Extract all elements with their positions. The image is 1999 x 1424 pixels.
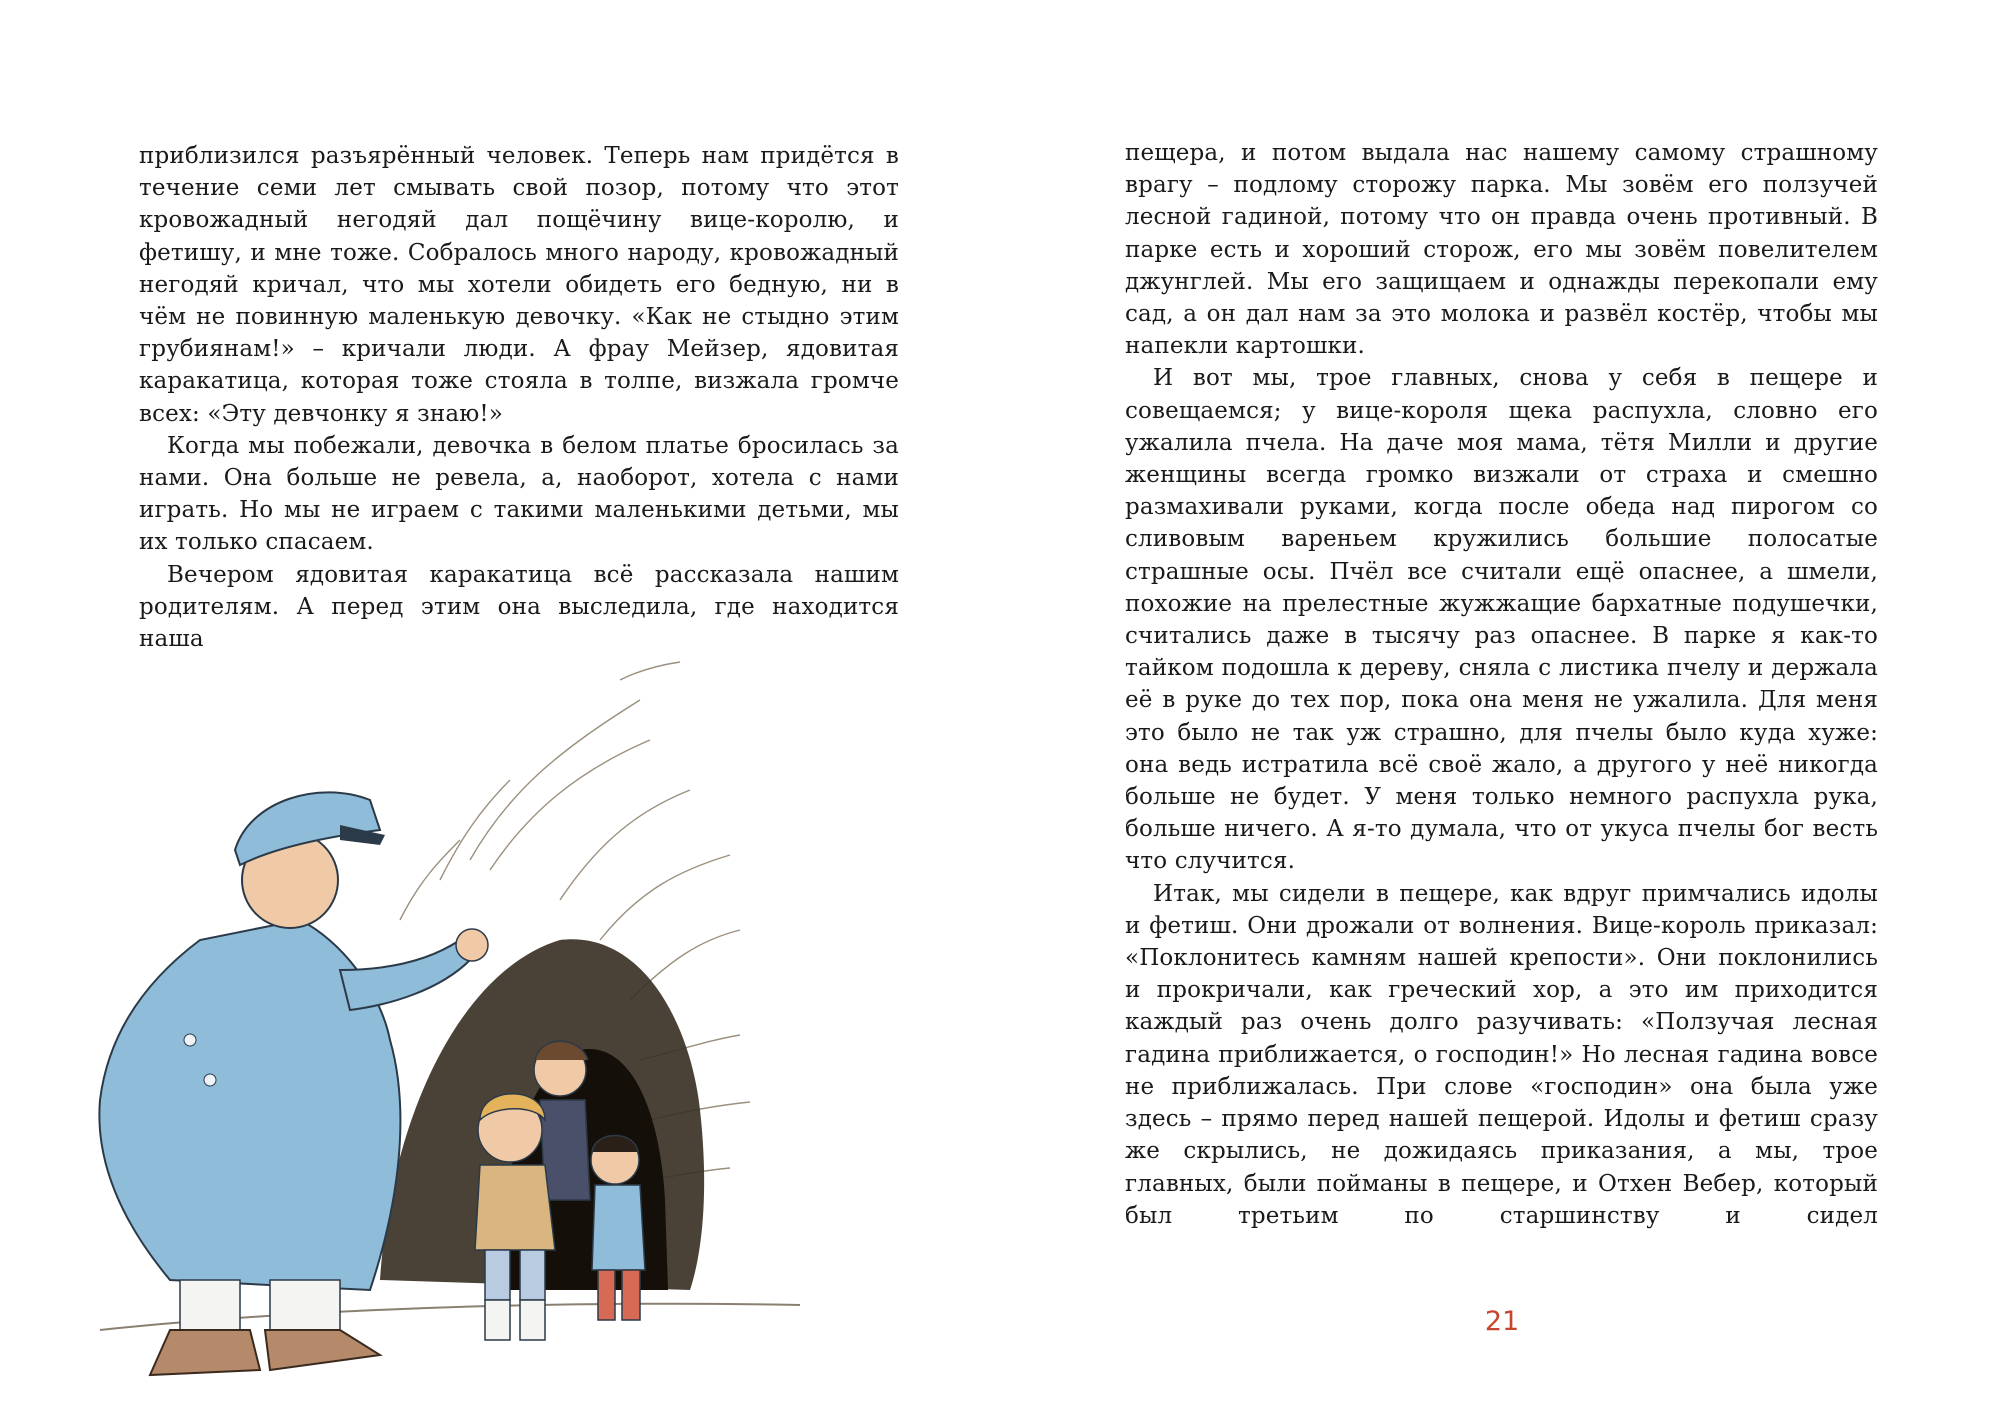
right-text-column [1125,137,1878,1232]
left-text-column [139,140,899,655]
left-paragraph-3: Вечером ядовитая каракатица всё рассказала нашим родителям. А перед этим она выследила, где находится наша [139,561,899,653]
left-paragraph-1: приблизился разъярённый человек. Теперь нам придётся в течение семи лет смывать свой позор, потому что этот кровожадный негодяй дал пощёчину вице-королю, и фетишу, и мне тоже. Собралось много народу, кровожадный негодяй кричал, что мы хотели обидеть его бедную, ни в чём не повинную маленькую девочку. «Как не стыдно этим грубиянам!» – кричали люди. А фрау Мейзер, ядовитая каракатица, которая тоже стояла в толпе, визжала громче всех: «Эту девчонку я знаю!» [139,143,899,427]
right-paragraph-2: И вот мы, трое главных, снова у себя в пещере и совещаемся; у вице-короля щека распухла, словно его ужалила пчела. На даче моя мама, тётя Милли и другие женщины всегда громко визжали от страха и смешно размахивали руками, когда после обеда над пирогом со сливовым вареньем кружились большие полосатые страшные осы. Пчёл все считали ещё опаснее, а шмели, похожие на прелестные жужжащие бархатные подушечки, считались даже в тысячу раз опаснее. В парке я как-то тайком подошла к дереву, сняла с листика пчелу и держала её в руке до тех пор, пока она меня не ужалила. Для меня это было не так уж страшно, для пчелы было куда хуже: она ведь истратила всё своё жало, а другого у неё никогда больше не будет. У меня только немного распухла рука, больше ничего. А я-то думала, что от укуса пчелы бог весть что случится. [1125,365,1878,875]
right-page [1000,0,1999,1424]
child-right [591,1136,645,1321]
illustration-park-keeper-and-children [40,640,980,1400]
right-paragraph-1: пещера, и потом выдала нас нашему самому страшному врагу – подлому сторожу парка. Мы зовём его ползучей лесной гадиной, потому что он правда очень противный. В парке есть и хороший сторож, его мы зовём повелителем джунглей. Мы его защищаем и однажды перекопали ему сад, а он дал нам за это молока и развёл костёр, чтобы мы напекли картошки. [1125,140,1878,360]
right-paragraph-3: Итак, мы сидели в пещере, как вдруг примчались идолы и фетиш. Они дрожали от волнения. Вице-король приказал: «Поклонитесь камням нашей крепости». Они поклонились и прокричали, как греческий хор, а это им приходится каждый раз очень долго разучивать: «Ползучая лесная гадина приближается, о господин!» Но лесная гадина вовсе не приближалась. При слове «господин» она была уже здесь – прямо перед нашей пещерой. Идолы и фетиш сразу же скрылись, не дожидаясь приказания, а мы, трое главных, были пойманы в пещере, и Отхен Вебер, который был третьим по старшинству и сидел [1125,880,1878,1229]
page-number: 21 [1484,1306,1520,1337]
left-paragraph-2: Когда мы побежали, девочка в белом платье бросилась за нами. Она больше не ревела, а, наоборот, хотела с нами играть. Но мы не играем с такими маленькими детьми, мы их только спасаем. [139,432,899,556]
